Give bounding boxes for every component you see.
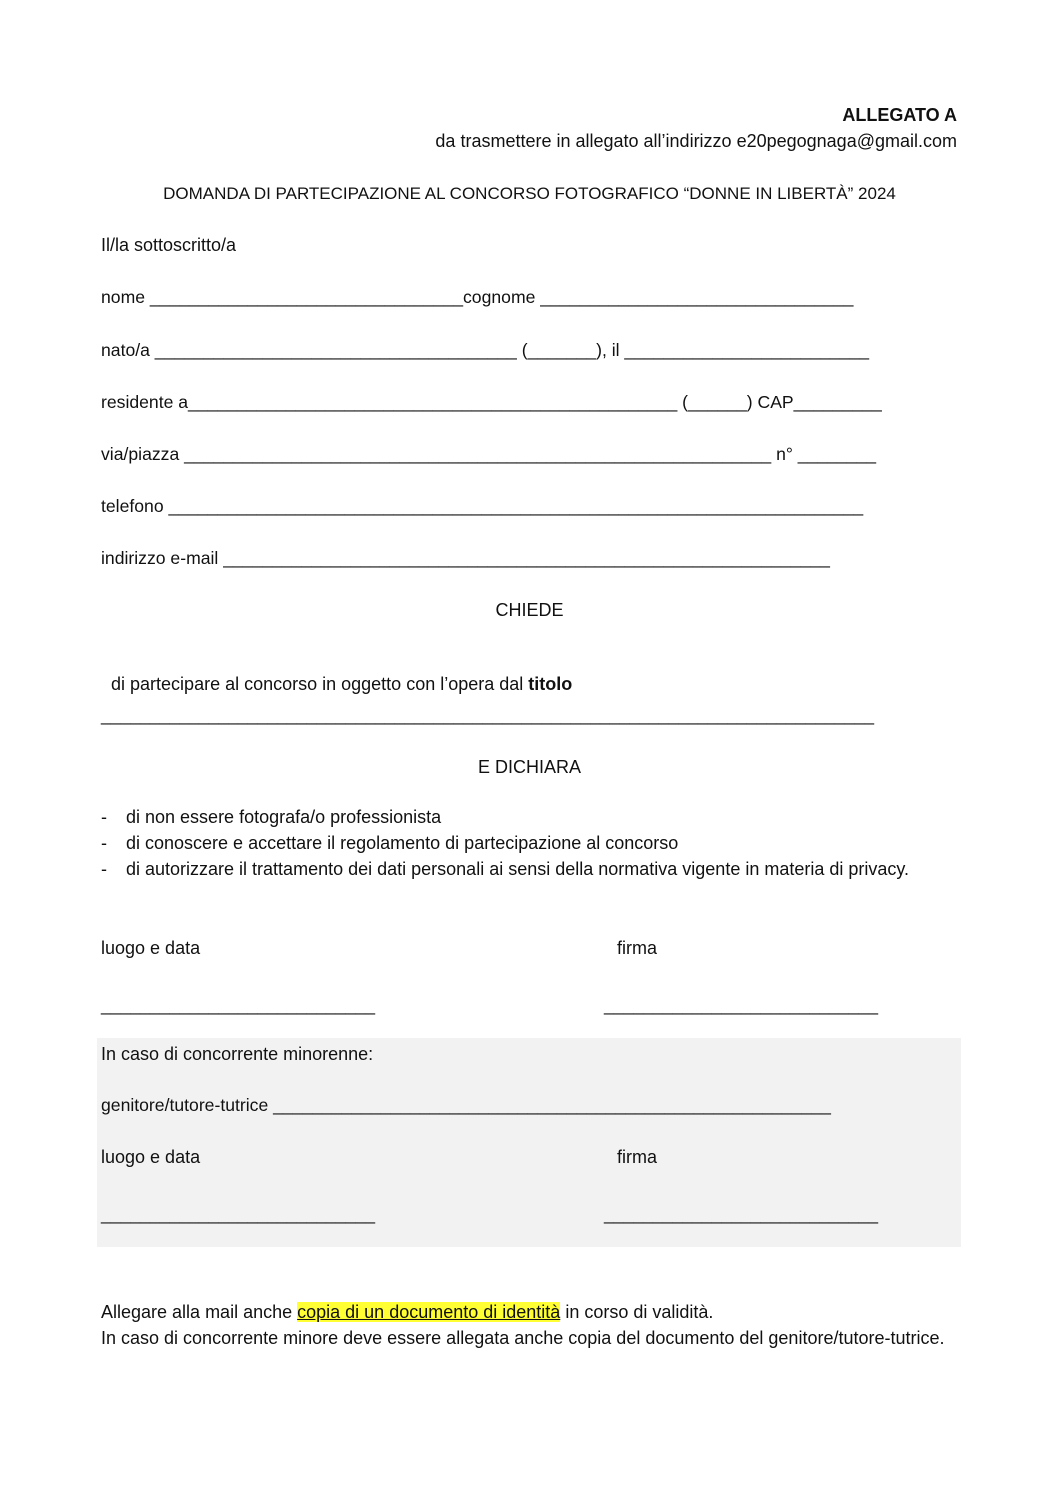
minor-firma-field[interactable]: ____________________________	[604, 1204, 878, 1224]
list-dash: -	[101, 859, 107, 879]
nome-cognome-field[interactable]: nome ________________________________cognome ________________________________	[101, 287, 854, 307]
telefono-field[interactable]: telefono _______________________________________________________________________	[101, 496, 864, 516]
footer-line-1-prefix: Allegare alla mail anche	[101, 1302, 298, 1322]
firma-label: firma	[617, 938, 657, 958]
luogo-data-field[interactable]: ____________________________	[101, 995, 375, 1015]
minor-luogo-data-field[interactable]: ____________________________	[101, 1204, 375, 1224]
guardian-field[interactable]: genitore/tutore-tutrice _________________________________________________________	[101, 1095, 831, 1115]
chiede-text	[101, 651, 572, 695]
titolo-bold: titolo	[528, 674, 573, 694]
list-item	[101, 830, 959, 856]
minor-firma-label: firma	[617, 1147, 657, 1167]
luogo-data-label: luogo e data	[101, 938, 201, 958]
nato-field[interactable]: nato/a _____________________________________ (_______), il _________________________	[101, 340, 870, 360]
document-title: DOMANDA DI PARTECIPAZIONE AL CONCORSO FOTOGRAFICO “DONNE IN LIBERTÀ” 2024	[163, 184, 896, 203]
allegato-label: ALLEGATO A	[842, 105, 957, 125]
id-document-highlight: copia di un documento di identità	[297, 1302, 561, 1322]
footer-line-2: In caso di concorrente minore deve essere allegata anche copia del documento del genitore/tutore-tutrice.	[101, 1328, 945, 1348]
dichiara-heading: E DICHIARA	[477, 757, 582, 777]
list-item-text: di non essere fotografa/o professionista	[126, 807, 442, 827]
list-dash: -	[101, 833, 107, 853]
footer-line-1-suffix: in corso di validità.	[560, 1302, 714, 1322]
via-piazza-field[interactable]: via/piazza ____________________________________________________________ n° ________	[101, 444, 877, 464]
minor-luogo-data-label: luogo e data	[101, 1147, 201, 1167]
residente-field[interactable]: residente a__________________________________________________ (______) CAP_________	[101, 392, 882, 412]
minor-heading: In caso di concorrente minorenne:	[101, 1044, 374, 1064]
list-item	[101, 804, 959, 830]
chiede-heading: CHIEDE	[495, 600, 564, 620]
firma-field[interactable]: ____________________________	[604, 995, 878, 1015]
list-dash: -	[101, 807, 107, 827]
submission-instruction: da trasmettere in allegato all’indirizzo e20pegognaga@gmail.com	[435, 131, 957, 151]
footer-note	[101, 1299, 961, 1351]
list-item-text: di autorizzare il trattamento dei dati personali ai sensi della normativa vigente in materia di privacy.	[126, 859, 910, 879]
chiede-text-prefix: di partecipare al concorso in oggetto con l’opera dal	[111, 674, 529, 694]
titolo-field[interactable]: _______________________________________________________________________________	[101, 705, 874, 725]
list-item	[101, 856, 959, 882]
intro-text: Il/la sottoscritto/a	[101, 235, 237, 255]
list-item-text: di conoscere e accettare il regolamento di partecipazione al concorso	[126, 833, 679, 853]
footer-line-1	[101, 1299, 961, 1325]
email-field[interactable]: indirizzo e-mail ______________________________________________________________	[101, 548, 830, 568]
